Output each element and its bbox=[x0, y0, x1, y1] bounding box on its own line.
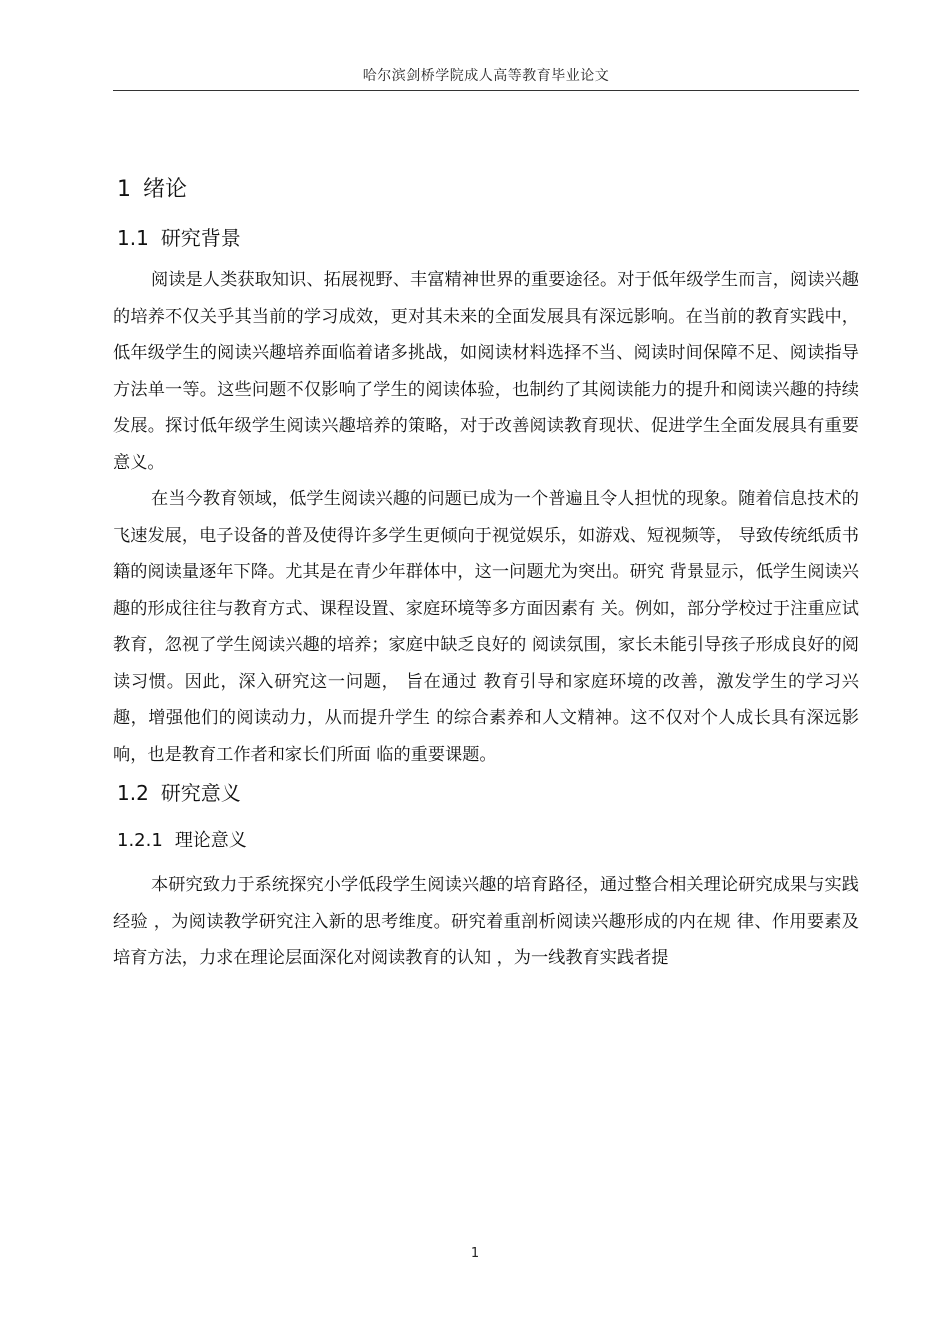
chapter-title: 绪论 bbox=[143, 177, 188, 202]
chapter-heading bbox=[117, 170, 859, 210]
page-number: 1 bbox=[470, 1246, 480, 1261]
paragraph: 阅读是人类获取知识、拓展视野、丰富精神世界的重要途径。对于低年级学生而言，阅读兴趣的培养不仅关乎其当前的学习成效，更对其未来的全面发展具有深远影响。在当前的教育实践中，低年级学生的阅读兴趣培养面临着诸多挑战，如阅读材料选择不当、阅读时间保障不足、阅读指导方法单一等。这些问题不仅影响了学生的阅读体验，也制约了其阅读能力的提升和阅读兴趣的持续发展。探讨低年级学生阅读兴趣培养的策略，对于改善阅读教育现状、促进学生全面发展具有重要意义。 bbox=[113, 270, 859, 473]
section-heading-1-2 bbox=[117, 773, 859, 813]
running-header: 哈尔滨剑桥学院成人高等教育毕业论文 bbox=[362, 68, 610, 84]
section-number: 1.2 bbox=[117, 781, 149, 805]
subsection-title: 理论意义 bbox=[174, 830, 247, 851]
section-heading-1-1 bbox=[117, 218, 859, 258]
subsection-number: 1.2.1 bbox=[117, 830, 163, 851]
document-body bbox=[113, 170, 859, 977]
section-title: 研究背景 bbox=[160, 226, 241, 250]
subsection-heading-1-2-1 bbox=[117, 821, 859, 861]
paragraph: 在当今教育领域，低学生阅读兴趣的问题已成为一个普遍且令人担忧的现象。随着信息技术的飞速发展，电子设备的普及使得许多学生更倾向于视觉娱乐，如游戏、短视频等， 导致传统纸质书籍的阅读量逐年下降。尤其是在青少年群体中，这一问题尤为突出。研究 背景显示，低学生阅读兴趣的形成往往与教育方式、课程设置、家庭环境等多方面因素有 关。例如，部分学校过于注重应试教育，忽视了学生阅读兴趣的培养；家庭中缺乏良好的 阅读氛围，家长未能引导孩子形成良好的阅读习惯。因此，深入研究这一问题， 旨在通过 教育引导和家庭环境的改善，激发学生的学习兴趣，增强他们的阅读动力，从而提升学生 的综合素养和人文精神。这不仅对个人成长具有深远影响，也是教育工作者和家长们所面 临的重要课题。 bbox=[113, 489, 859, 765]
header-rule bbox=[113, 90, 859, 91]
section-number: 1.1 bbox=[117, 226, 149, 250]
paragraph: 本研究致力于系统探究小学低段学生阅读兴趣的培育路径，通过整合相关理论研究成果与实践经验 ，为阅读教学研究注入新的思考维度。研究着重剖析阅读兴趣形成的内在规 律、作用要素及培育方法，力求在理论层面深化对阅读教育的认知 ，为一线教育实践者提 bbox=[113, 875, 859, 968]
section-title: 研究意义 bbox=[160, 781, 241, 805]
chapter-number: 1 bbox=[117, 177, 131, 202]
